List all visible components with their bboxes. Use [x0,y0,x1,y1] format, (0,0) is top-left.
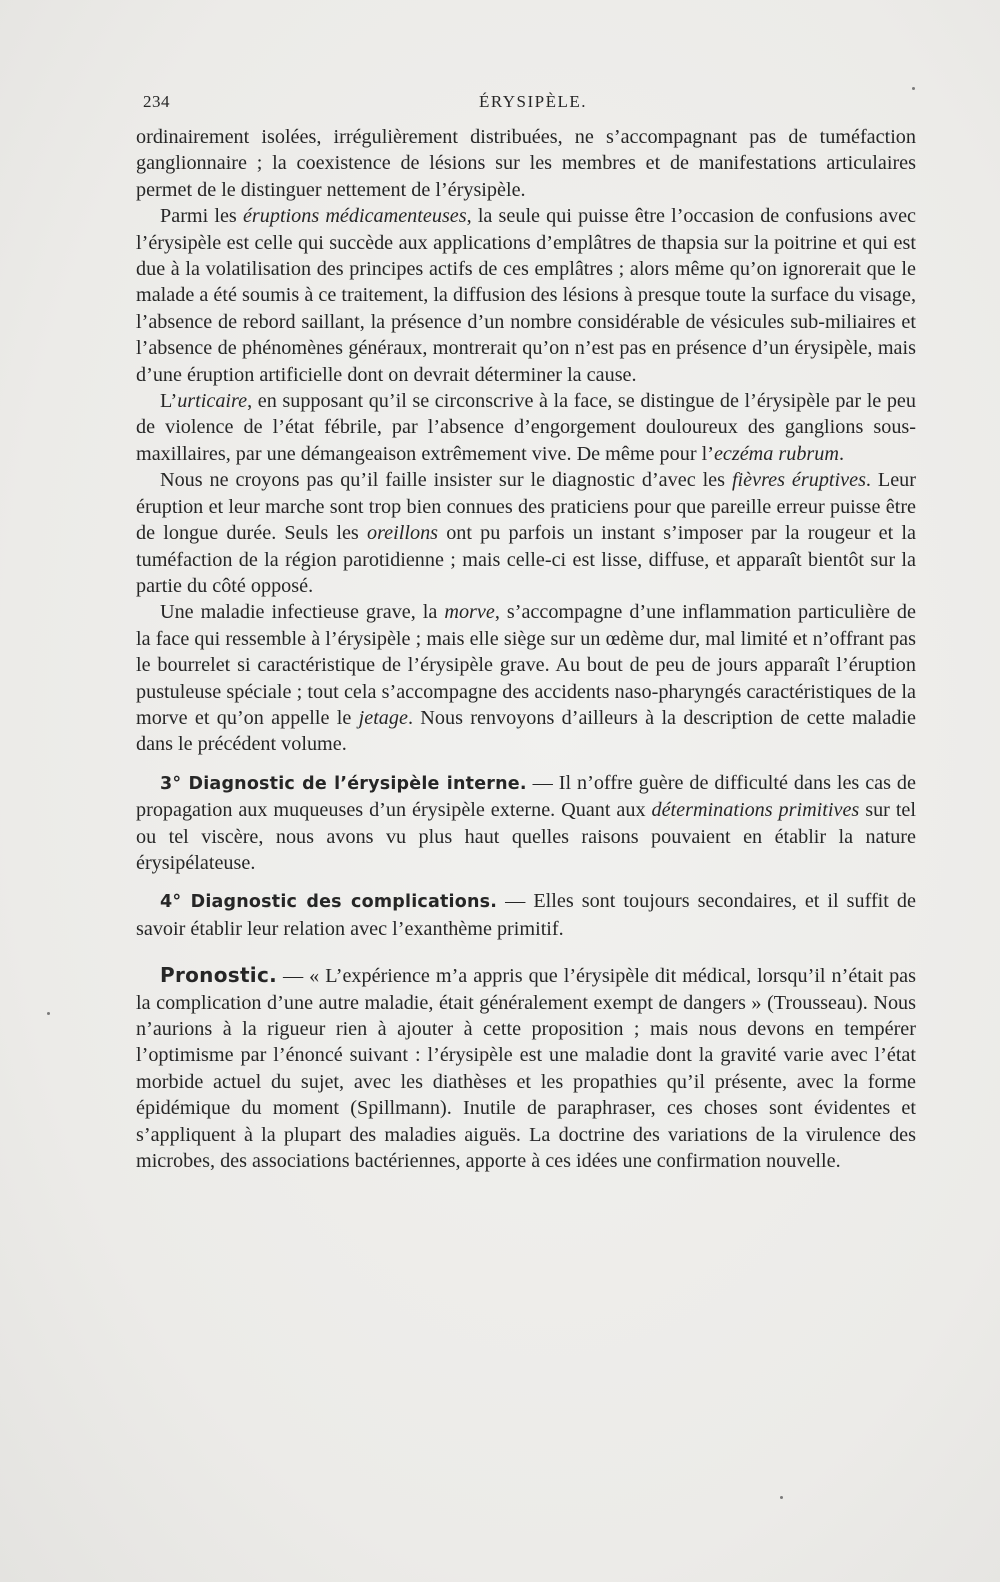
italic-term: oreillons [366,522,439,545]
paragraph-1: ordinairement isolées, irrégulièrement distribuées, ne s’accompagnant pas de tuméfaction ganglionnaire ; la coexistence de lésions sur les membres et de manifestations articulaires permet de le distinguer nettement de l’érysipèle. [136,126,916,201]
scan-speck [912,87,915,90]
running-head: ÉRYSIPÈLE. [478,92,588,111]
italic-term: jetage [358,706,408,729]
page-number: 234 [143,92,170,111]
italic-term: éruptions médicamenteuses [242,205,467,228]
section-heading: 4° Diagnostic des complications. [160,892,498,913]
paragraph-3: L’urticaire, en supposant qu’il se circonscrive à la face, se distingue de l’érysipèle par le peu de violence de l’état fébrile, par l’absence d’engorgement douloureux des ganglions sous-maxillaires, par une démangeaison extrêmement vive. De même pour l’eczéma rubrum. [136,390,916,465]
scan-speck [47,1012,50,1015]
page-header [143,92,923,116]
prognosis-heading: Pronostic. [160,963,278,988]
section-prognosis: Pronostic. — « L’expérience m’a appris que l’érysipèle dit médical, lorsqu’il n’était pas la complication d’une autre maladie, était généralement exempt de dangers » (Trousseau). Nous n’aurions à la rigueur rien à ajouter à cette proposition ; mais nous devons en tempérer l’optimisme par l’énoncé suivant : l’érysipèle est une maladie dont la gravité varie avec l’état morbide actuel du sujet, avec les diathèses et les propathies qu’il présente, avec la forme épidémique du moment (Spillmann). Inutile de paraphraser, ces choses sont évidentes et s’appliquent à la plupart des maladies aiguës. La doctrine des variations de la virulence des microbes, des associations bactériennes, apporte à ces idées une confirmation nouvelle. [136,963,916,1173]
paragraph-2: Parmi les éruptions médicamenteuses, la seule qui puisse être l’occasion de confusions avec l’érysipèle est celle qui succède aux applications d’emplâtres de thapsia sur la poitrine et qui est due à la volatilisation des principes actifs de ces emplâtres ; alors même qu’on ignorerait que le malade a été soumis à ce traitement, la diffusion des lésions à presque toute la surface du visage, l’absence de rebord saillant, la présence d’un nombre considérable de vésicules sub-miliaires et l’absence de phénomènes généraux, montrerait qu’on n’est pas en présence d’un érysipèle, mais d’une éruption artificielle dont on devrait déterminer la cause. [136,205,916,386]
italic-term: déterminations primitives [651,799,860,822]
section-complications-diagnosis: 4° Diagnostic des complications. — Elles sont toujours secondaires, et il suffit de savoir établir leur relation avec l’exanthème primitif. [136,890,916,940]
section-internal-diagnosis: 3° Diagnostic de l’érysipèle interne. — Il n’offre guère de difficulté dans les cas de propagation aux muqueuses d’un érysipèle externe. Quant aux déterminations primitives sur tel ou tel viscère, nous avons vu plus haut quelles raisons pouvaient en établir la nature érysipélateuse. [136,771,917,874]
paragraph-4: Nous ne croyons pas qu’il faille insister sur le diagnostic d’avec les fièvres éruptives. Leur éruption et leur marche sont trop bien connues des praticiens pour que pareille erreur puisse être de longue durée. Seuls les oreillons ont pu parfois un instant s’imposer par la rougeur et la tuméfaction de la région parotidienne ; mais celle-ci est lisse, diffuse, et apparaît bientôt sur la partie du côté opposé. [136,469,916,597]
section-heading: 3° Diagnostic de l’érysipèle interne. [160,773,527,794]
body-text [136,124,916,1174]
paragraph-5: Une maladie infectieuse grave, la morve, s’accompagne d’une inflammation particulière de la face qui ressemble à l’érysipèle ; mais elle siège sur un œdème dur, mal limité et n’offrant pas le bourrelet si caractéristique de l’érysipèle grave. Au bout de peu de jours apparaît l’éruption pustuleuse spéciale ; tout cela s’accompagne des accidents naso-pharyngés caractéristiques de la morve et qu’on appelle le jetage. Nous renvoyons d’ailleurs à la description de cette maladie dans le précédent volume. [136,601,916,756]
italic-term: eczéma rubrum [713,442,839,465]
italic-term: morve [444,601,495,624]
italic-term: fièvres éruptives [731,469,866,492]
scan-speck [780,1496,783,1499]
italic-term: urticaire [177,390,248,413]
